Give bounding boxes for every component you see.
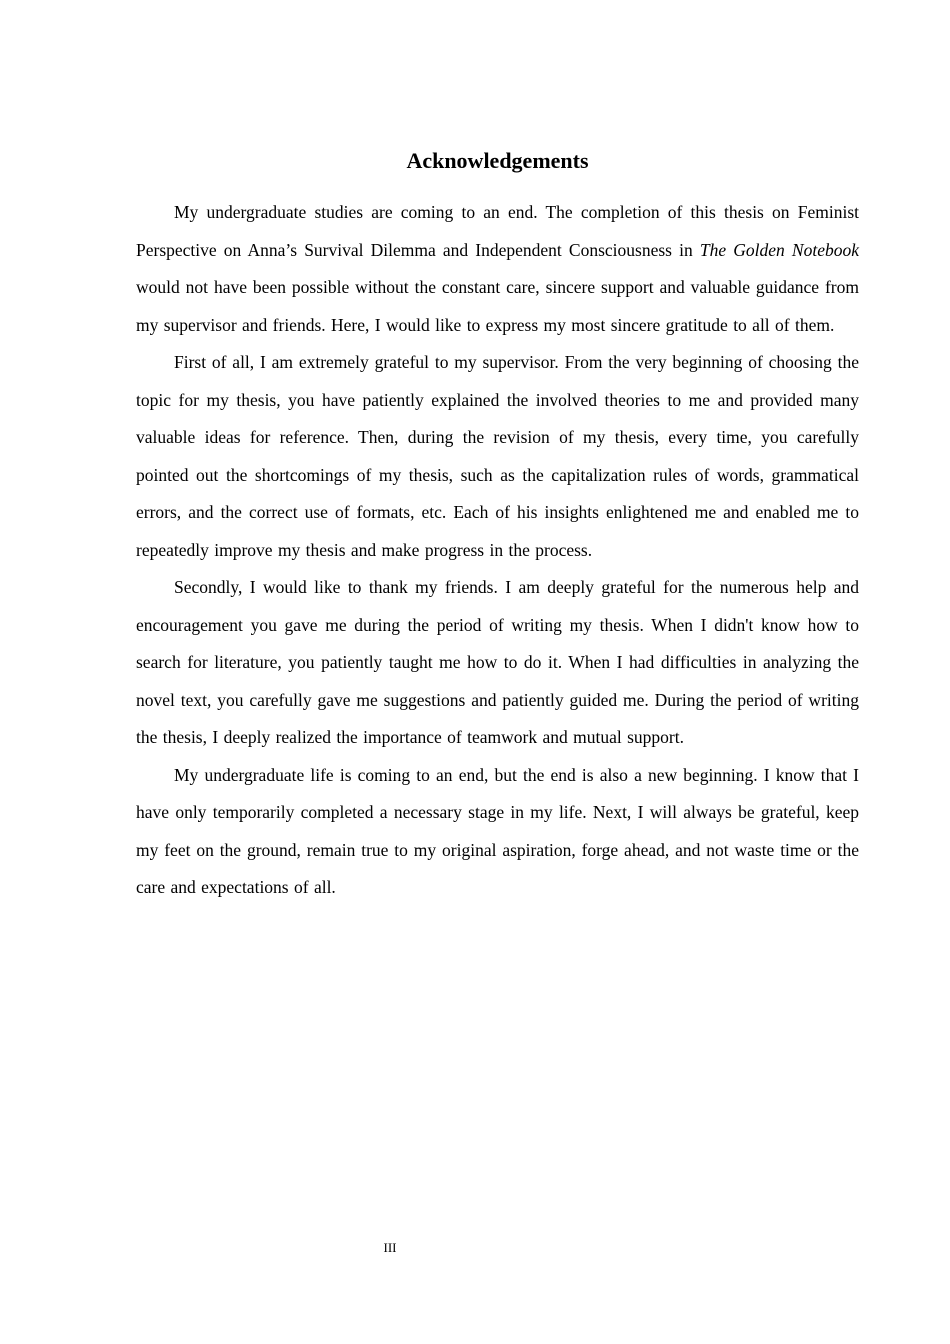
acknowledgements-body — [136, 194, 859, 907]
paragraph-3: Secondly, I would like to thank my friends. I am deeply grateful for the numerous help and encouragement you gave me during the period of writing my thesis. When I didn't know how to search for literature, you patiently taught me how to do it. When I had difficulties in analyzing the novel text, you carefully gave me suggestions and patiently guided me. During the period of writing the thesis, I deeply realized the importance of teamwork and mutual support. — [136, 577, 859, 747]
page-title: Acknowledgements — [406, 148, 589, 173]
paragraph-4: My undergraduate life is coming to an end, but the end is also a new beginning. I know that I have only temporarily completed a necessary stage in my life. Next, I will always be grateful, keep my feet on the ground, remain true to my original aspiration, forge ahead, and not waste time or the care and expectations of all. — [136, 764, 859, 897]
paragraph-1-text-start: My undergraduate studies are coming to an end. The completion of this thesis on Feminist Perspective on Anna’s Survival Dilemma and Independent Consciousness in — [136, 202, 859, 260]
page-number: III — [383, 1240, 397, 1255]
paragraph-1 — [136, 194, 859, 344]
book-title-italic: The Golden Notebook — [699, 239, 859, 260]
paragraph-2: First of all, I am extremely grateful to my supervisor. From the very beginning of choosing the topic for my thesis, you have patiently explained the involved theories to me and provided many valuable ideas for reference. Then, during the revision of my thesis, every time, you carefully pointed out the shortcomings of my thesis, such as the capitalization rules of words, grammatical errors, and the correct use of formats, etc. Each of his insights enlightened me and enabled me to repeatedly improve my thesis and make progress in the process. — [136, 352, 859, 560]
paragraph-1-text-end: would not have been possible without the constant care, sincere support and valuable guidance from my supervisor and friends. Here, I would like to express my most sincere gratitude to all of them. — [136, 277, 859, 335]
